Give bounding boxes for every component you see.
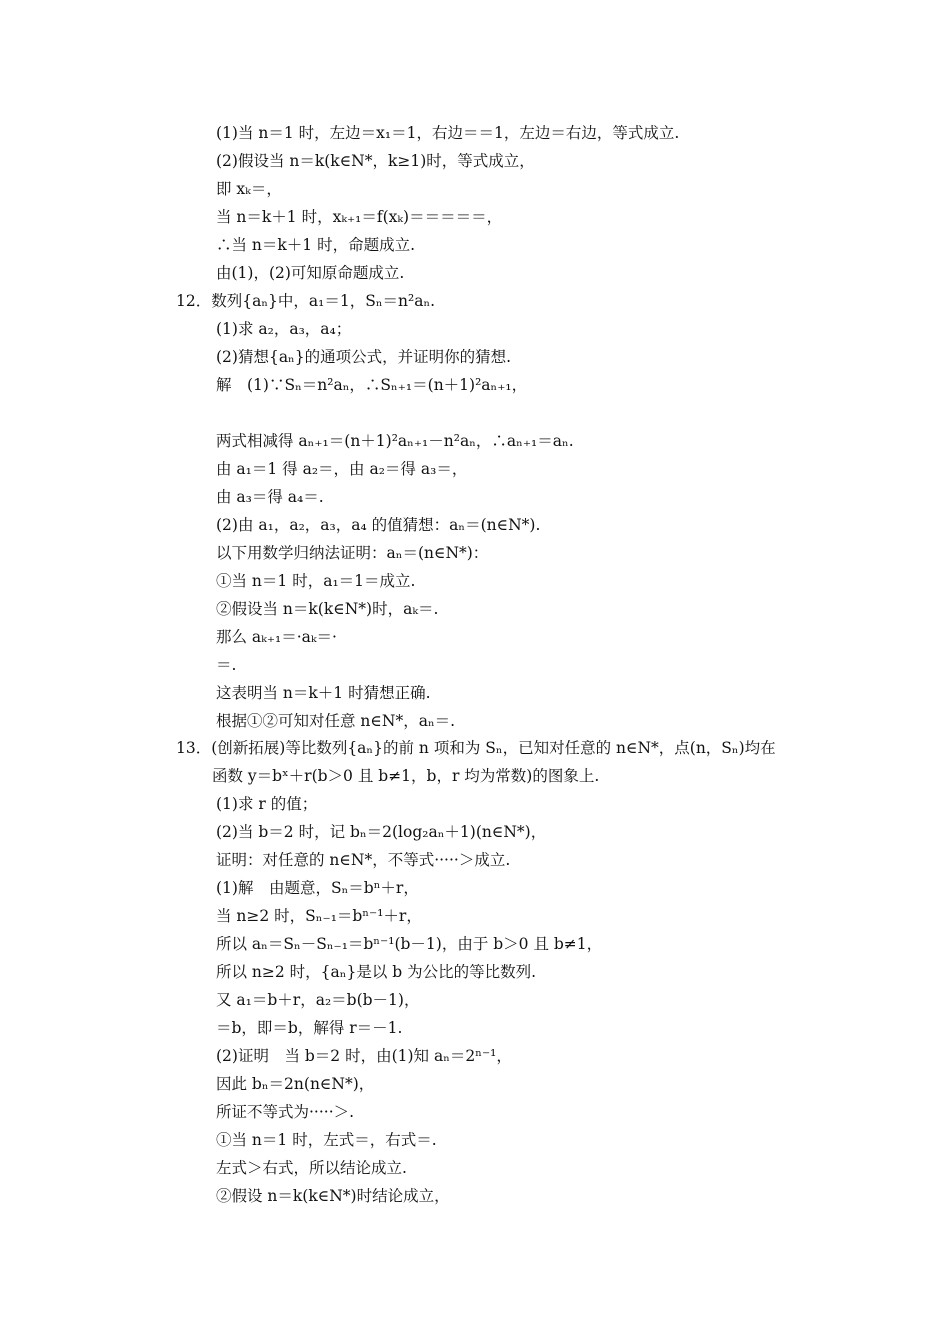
text-line: 根据①②可知对任意 n∈N*，aₙ＝. [216,712,456,730]
text-line: 所以 n≥2 时，{aₙ}是以 b 为公比的等比数列. [216,963,537,981]
text-line: 函数 y＝bˣ＋r(b＞0 且 b≠1，b，r 均为常数)的图象上. [212,767,600,785]
text-line: (1)求 a₂，a₃，a₄； [216,320,352,338]
text-line: (2)由 a₁，a₂，a₃，a₄ 的值猜想：aₙ＝(n∈N*). [216,516,541,534]
solution-line: 解 (1)∵Sₙ＝n²aₙ，∴Sₙ₊₁＝(n＋1)²aₙ₊₁， [216,376,528,394]
problem-13-heading: 13．(创新拓展)等比数列{aₙ}的前 n 项和为 Sₙ，已知对任意的 n∈N*，点(n，Sₙ)均在 [176,739,776,757]
text-line: 当 n＝k＋1 时，xₖ₊₁＝f(xₖ)＝＝＝＝＝， [216,208,503,226]
text-line: ②假设当 n＝k(k∈N*)时，aₖ＝. [216,600,439,618]
text-line: ∴当 n＝k＋1 时，命题成立. [216,236,416,254]
text-line: ＝. [216,656,237,674]
problem-12-heading: 12．数列{aₙ}中，a₁＝1，Sₙ＝n²aₙ. [176,292,436,310]
proof-line: (2)证明 当 b＝2 时，由(1)知 aₙ＝2ⁿ⁻¹， [216,1047,512,1065]
text-line: 证明：对任意的 n∈N*，不等式·····＞成立. [216,851,511,869]
text-line: (1)求 r 的值； [216,795,318,813]
text-line: (2)假设当 n＝k(k∈N*，k≥1)时，等式成立， [216,152,535,170]
text-line: 以下用数学归纳法证明：aₙ＝(n∈N*)： [216,544,489,562]
solution-line: (1)解 由题意，Sₙ＝bⁿ＋r， [216,879,419,897]
text-line: 所以 aₙ＝Sₙ－Sₙ₋₁＝bⁿ⁻¹(b－1)，由于 b＞0 且 b≠1， [216,935,603,953]
text-line: 又 a₁＝b＋r，a₂＝b(b－1)， [216,991,420,1009]
text-line: ＝b，即＝b，解得 r＝－1. [216,1019,403,1037]
text-line: 当 n≥2 时，Sₙ₋₁＝bⁿ⁻¹＋r， [216,907,422,925]
text-line: (2)当 b＝2 时，记 bₙ＝2(log₂aₙ＋1)(n∈N*)， [216,823,547,841]
text-line: 这表明当 n＝k＋1 时猜想正确. [216,684,431,702]
text-line: 左式＞右式，所以结论成立. [216,1159,407,1177]
text-line: 所证不等式为·····＞. [216,1103,355,1121]
text-line: 由 a₁＝1 得 a₂＝，由 a₂＝得 a₃＝， [216,460,468,478]
text-line: 两式相减得 aₙ₊₁＝(n＋1)²aₙ₊₁－n²aₙ，∴aₙ₊₁＝aₙ. [216,432,574,450]
text-line: (2)猜想{aₙ}的通项公式，并证明你的猜想. [216,348,512,366]
text-line: 由 a₃＝得 a₄＝. [216,488,324,506]
text-line: 那么 aₖ₊₁＝·aₖ＝· [216,628,337,646]
text-line: ①当 n＝1 时，左式＝，右式＝. [216,1131,437,1149]
text-line: (1)当 n＝1 时，左边＝x₁＝1，右边＝＝1，左边＝右边，等式成立. [216,124,680,142]
text-line: 由(1)，(2)可知原命题成立. [216,264,405,282]
text-line: ②假设 n＝k(k∈N*)时结论成立， [216,1187,450,1205]
text-line: 即 xₖ＝， [216,180,282,198]
text-line: 因此 bₙ＝2n(n∈N*)， [216,1075,375,1093]
text-line: ①当 n＝1 时，a₁＝1＝成立. [216,572,416,590]
